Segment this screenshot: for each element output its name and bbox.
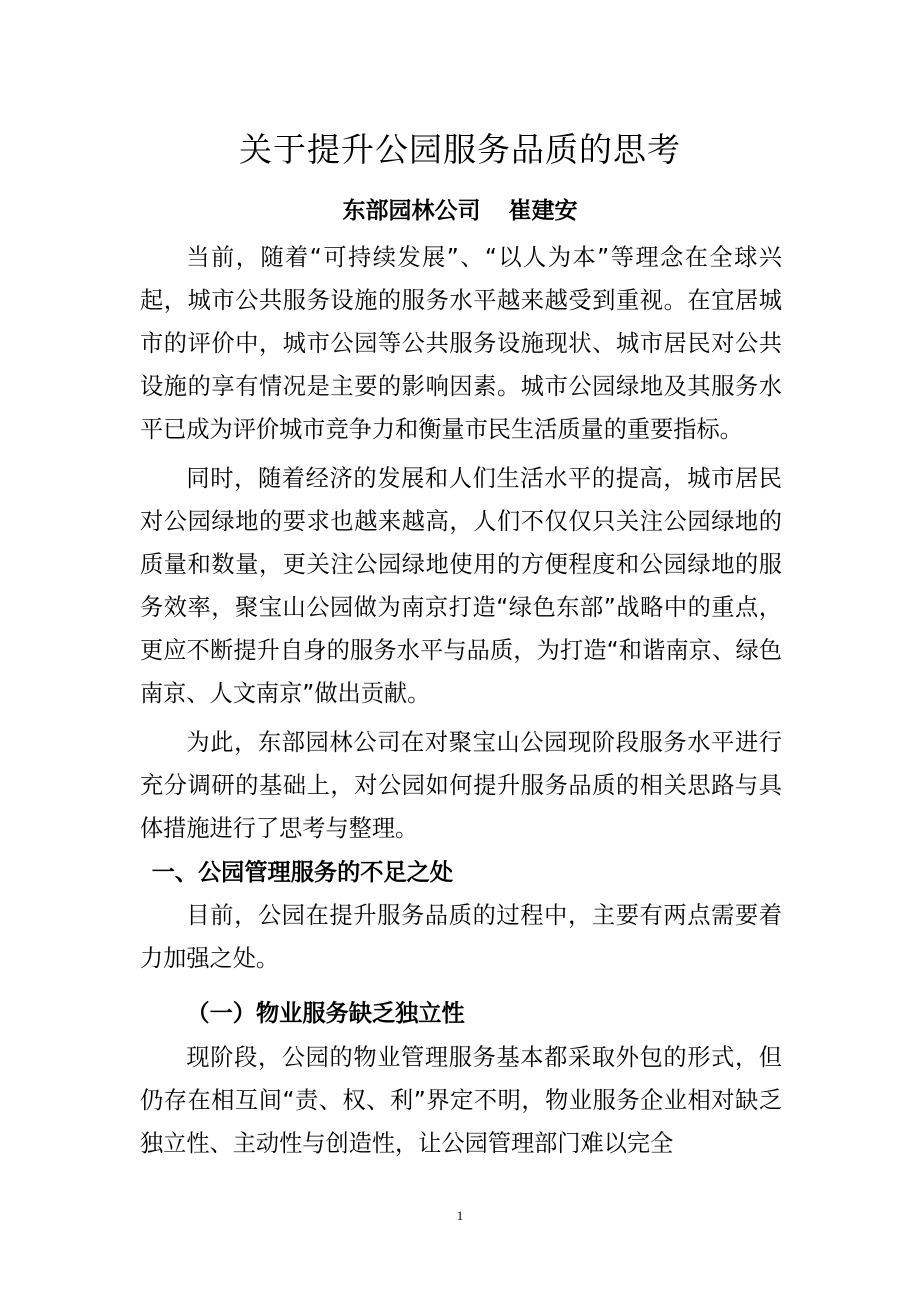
author-line xyxy=(0,194,920,228)
document-body xyxy=(140,236,782,1165)
subsection-heading-1: （一）物业服务缺乏独立性 xyxy=(186,1000,465,1027)
document-title: 关于提升公园服务品质的思考 xyxy=(239,130,681,169)
page-number: 1 xyxy=(456,1208,464,1223)
subsection-1-paragraph: 现阶段，公园的物业管理服务基本都采取外包的形式，但仍存在相互间“责、权、利”界定不明，物业服务企业相对缺乏独立性、主动性与创造性，让公园管理部门难以完全 xyxy=(140,1044,782,1157)
section-heading-1: 一、公园管理服务的不足之处 xyxy=(151,859,454,886)
section-1-paragraph: 目前，公园在提升服务品质的过程中，主要有两点需要着力加强之处。 xyxy=(140,902,782,972)
intro-paragraph-1: 当前，随着“可持续发展”、“以人为本”等理念在全球兴起，城市公共服务设施的服务水平越来越受到重视。在宜居城市的评价中，城市公园等公共服务设施现状、城市居民对公共设施的享有情况是主要的影响因素。城市公园绿地及其服务水平已成为评价城市竞争力和衡量市民生活质量的重要指标。 xyxy=(140,244,782,443)
intro-paragraph-2: 同时，随着经济的发展和人们生活水平的提高，城市居民对公园绿地的要求也越来越高，人们不仅仅只关注公园绿地的质量和数量，更关注公园绿地使用的方便程度和公园绿地的服务效率，聚宝山公园做为南京打造“绿色东部”战略中的重点，更应不断提升自身的服务水平与品质，为打造“和谐南京、绿色南京、人文南京”做出贡献。 xyxy=(140,465,782,707)
author-organization: 东部园林公司 xyxy=(342,198,481,224)
author-name: 崔建安 xyxy=(508,198,578,224)
intro-paragraph-3: 为此，东部园林公司在对聚宝山公园现阶段服务水平进行充分调研的基础上，对公园如何提升服务品质的相关思路与具体措施进行了思考与整理。 xyxy=(140,729,782,842)
